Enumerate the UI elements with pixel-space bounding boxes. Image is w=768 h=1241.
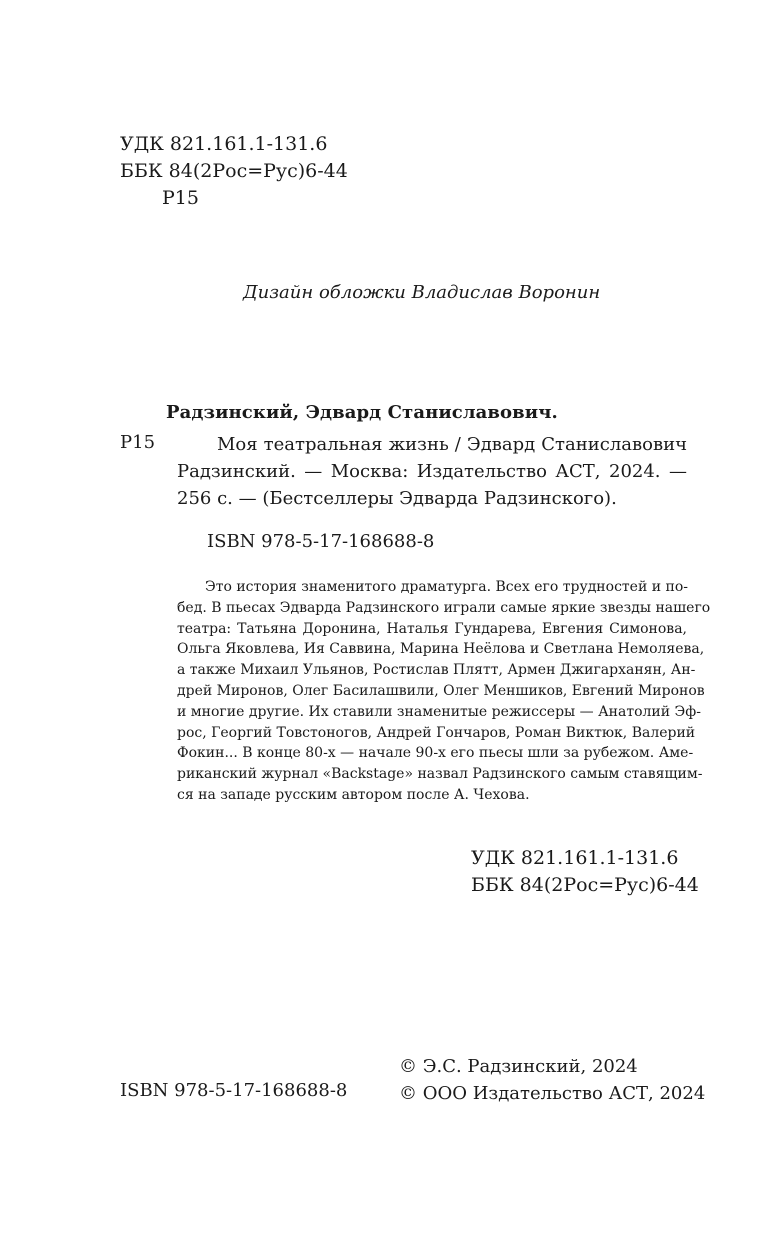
- annotation-line: а также Михаил Ульянов, Ростислав Плятт, Армен Джигарханян, Ан-: [177, 662, 696, 679]
- bbk-code: ББК 84(2Рос=Рус)6-44: [471, 874, 699, 896]
- annotation-line: ся на западе русским автором после А. Чехова.: [177, 786, 530, 803]
- annotation-line: дрей Миронов, Олег Басилашвили, Олег Меншиков, Евгений Миронов: [177, 682, 705, 699]
- classification-top: [120, 131, 348, 212]
- bibliographic-line: Радзинский. — Москва: Издательство АСТ, 2024. —: [177, 461, 687, 482]
- bibliographic-author-mark: Р15: [120, 432, 156, 453]
- classification-bottom: [471, 845, 699, 899]
- annotation-line: Фокин... В конце 80-х — начале 90-х его пьесы шли за рубежом. Аме-: [177, 745, 694, 762]
- udk-code: УДК 821.161.1-131.6: [471, 847, 679, 869]
- annotation: [177, 577, 711, 806]
- copyright-publisher: © ООО Издательство АСТ, 2024: [399, 1083, 706, 1104]
- bibliographic-line: 256 с. — (Бестселлеры Эдварда Радзинского).: [177, 488, 617, 509]
- isbn-record: ISBN 978-5-17-168688-8: [207, 531, 435, 552]
- annotation-line: и многие другие. Их ставили знаменитые режиссеры — Анатолий Эф-: [177, 703, 701, 720]
- annotation-line: Ольга Яковлева, Ия Саввина, Марина Неёлова и Светлана Немоляева,: [177, 641, 705, 658]
- isbn-bottom: ISBN 978-5-17-168688-8: [120, 1080, 348, 1101]
- udk-code: УДК 821.161.1-131.6: [120, 133, 328, 155]
- annotation-line: театра: Татьяна Доронина, Наталья Гундарева, Евгения Симонова,: [177, 620, 687, 637]
- annotation-line: рос, Георгий Товстоногов, Андрей Гончаров, Роман Виктюк, Валерий: [177, 724, 696, 741]
- annotation-line: Это история знаменитого драматурга. Всех его трудностей и по-: [205, 579, 688, 595]
- copyright-block: [399, 1053, 705, 1107]
- bibliographic-line: Моя театральная жизнь / Эдвард Станиславович: [217, 434, 687, 455]
- bbk-code: ББК 84(2Рос=Рус)6-44: [120, 160, 348, 182]
- author-mark: Р15: [162, 187, 199, 209]
- cover-design-credit: Дизайн обложки Владислав Воронин: [243, 282, 601, 303]
- bibliographic-author-heading: Радзинский, Эдвард Станиславович.: [166, 402, 558, 423]
- copyright-author: © Э.С. Радзинский, 2024: [399, 1056, 638, 1077]
- annotation-line: риканский журнал «Backstage» назвал Радзинского самым ставящим-: [177, 766, 703, 783]
- annotation-line: бед. В пьесах Эдварда Радзинского играли самые яркие звезды нашего: [177, 599, 711, 616]
- bibliographic-description: [177, 431, 687, 512]
